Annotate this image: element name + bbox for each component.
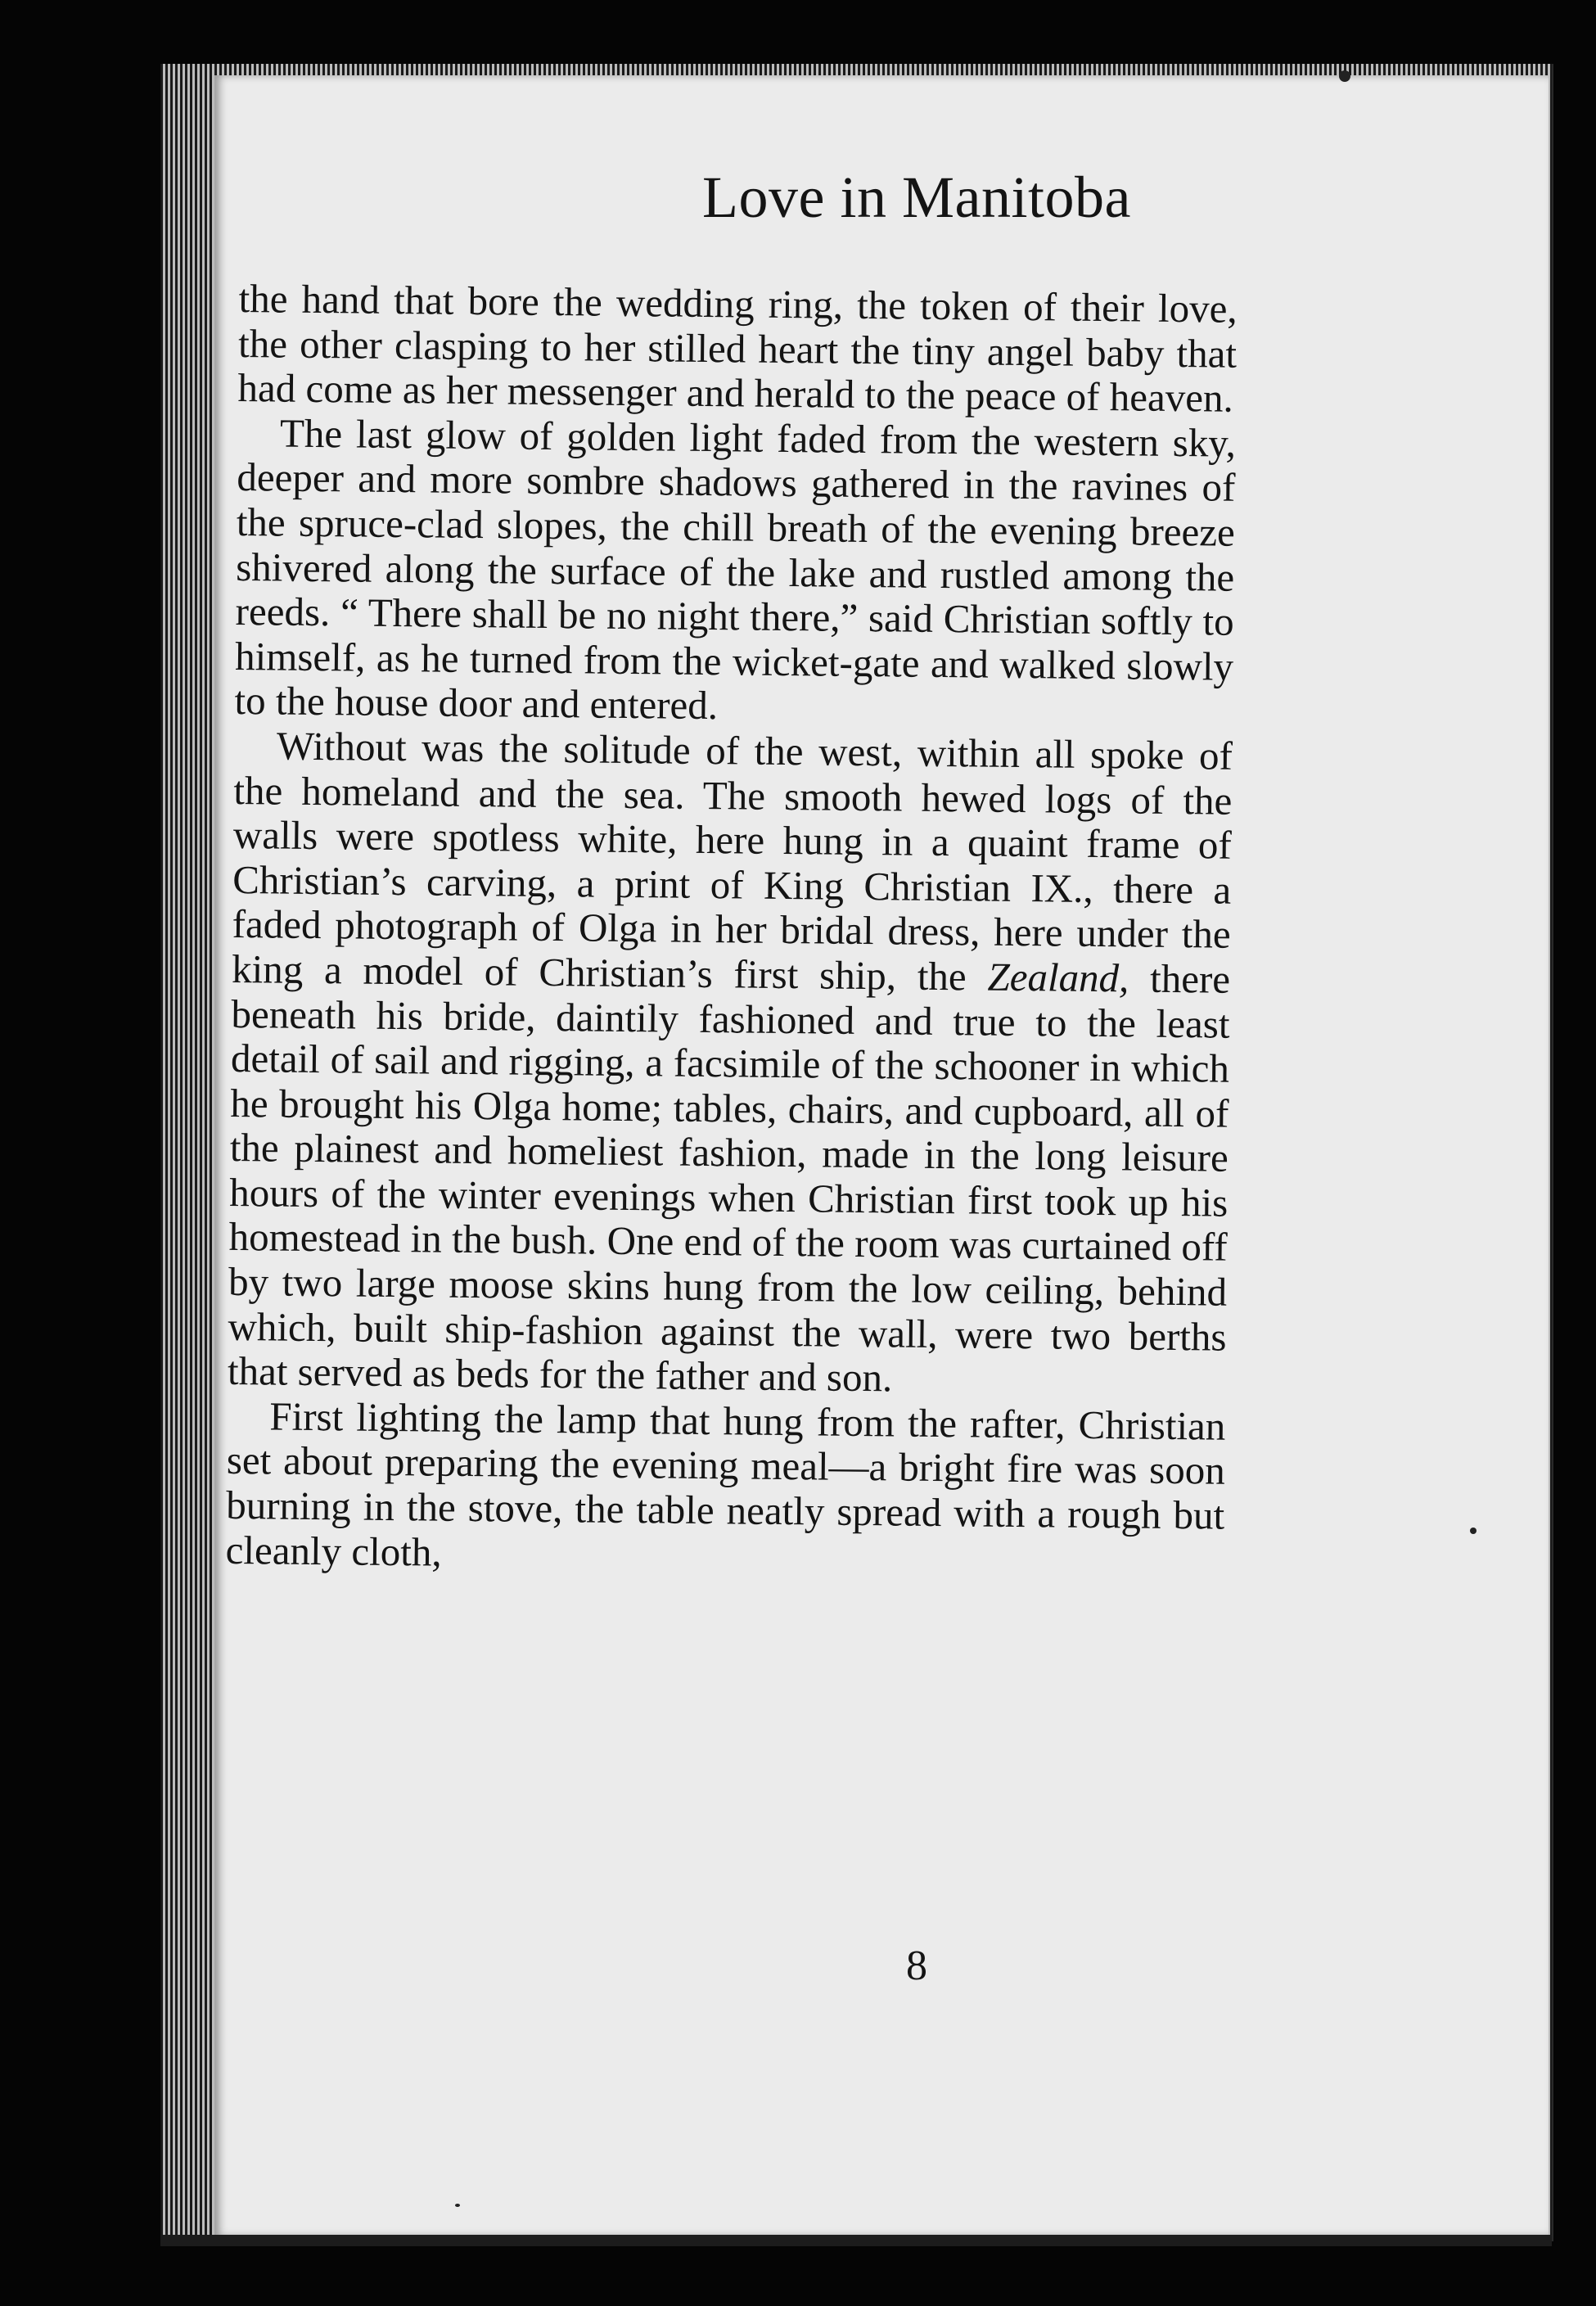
scan-speck: [1339, 70, 1350, 82]
paragraph-3: [228, 724, 1233, 1405]
page-number: 8: [906, 1943, 927, 1989]
paragraph-3-text-a: Without was the solitude of the west, within all spoke of the homeland and the sea. The smooth hewed logs of the walls were spotless white, here hung in a quaint frame of Christian’s carving, a print of King Christian IX., there a faded photograph of Olga in her bridal dress, here under the king a model of Christian’s first ship, the: [231, 723, 1233, 1000]
page-bottom-edge: [160, 2235, 1552, 2246]
body-text: [225, 277, 1238, 1583]
paragraph-2: The last glow of golden light faded from the western sky, deeper and more sombre shadows gathered in the ravines of the spruce-clad slopes, the chill breath of the evening breeze shivered along the surface of the lake and rustled among the reeds. “ There shall be no night there,” said Christian softly to himself, as he turned from the wicket-gate and walked slowly to the house door and entered.: [234, 410, 1237, 729]
running-head: Love in Manitoba: [702, 165, 1131, 230]
paragraph-1: the hand that bore the wedding ring, the token of their love, the other clasping to her stilled heart the tiny angel baby that had come as her messenger and herald to the peace of heaven.: [237, 276, 1238, 421]
ship-name-italic: Zealand,: [987, 954, 1129, 1001]
scan-speck: [1470, 1528, 1477, 1534]
paragraph-3-text-b: there beneath his bride, daintily fashioned and true to the least detail of sail and rigging, a facsimile of the schooner in which he brought his Olga home; tables, chairs, and cupboard, all of the plainest and homeliest fashion, made in the long leisure hours of the winter evenings when Christian first took up his homestead in the bush. One end of the room was curtained off by two large moose skins hung from the low ceiling, behind which, built ship-fashion against the wall, were two berths that served as beds for the father and son.: [227, 955, 1231, 1401]
scan-speck: [455, 2204, 460, 2207]
paragraph-4: First lighting the lamp that hung from the rafter, Christian set about preparing the evening meal—a bright fire was soon burning in the stove, the table neatly spread with a rough but cleanly cloth,: [225, 1393, 1226, 1575]
